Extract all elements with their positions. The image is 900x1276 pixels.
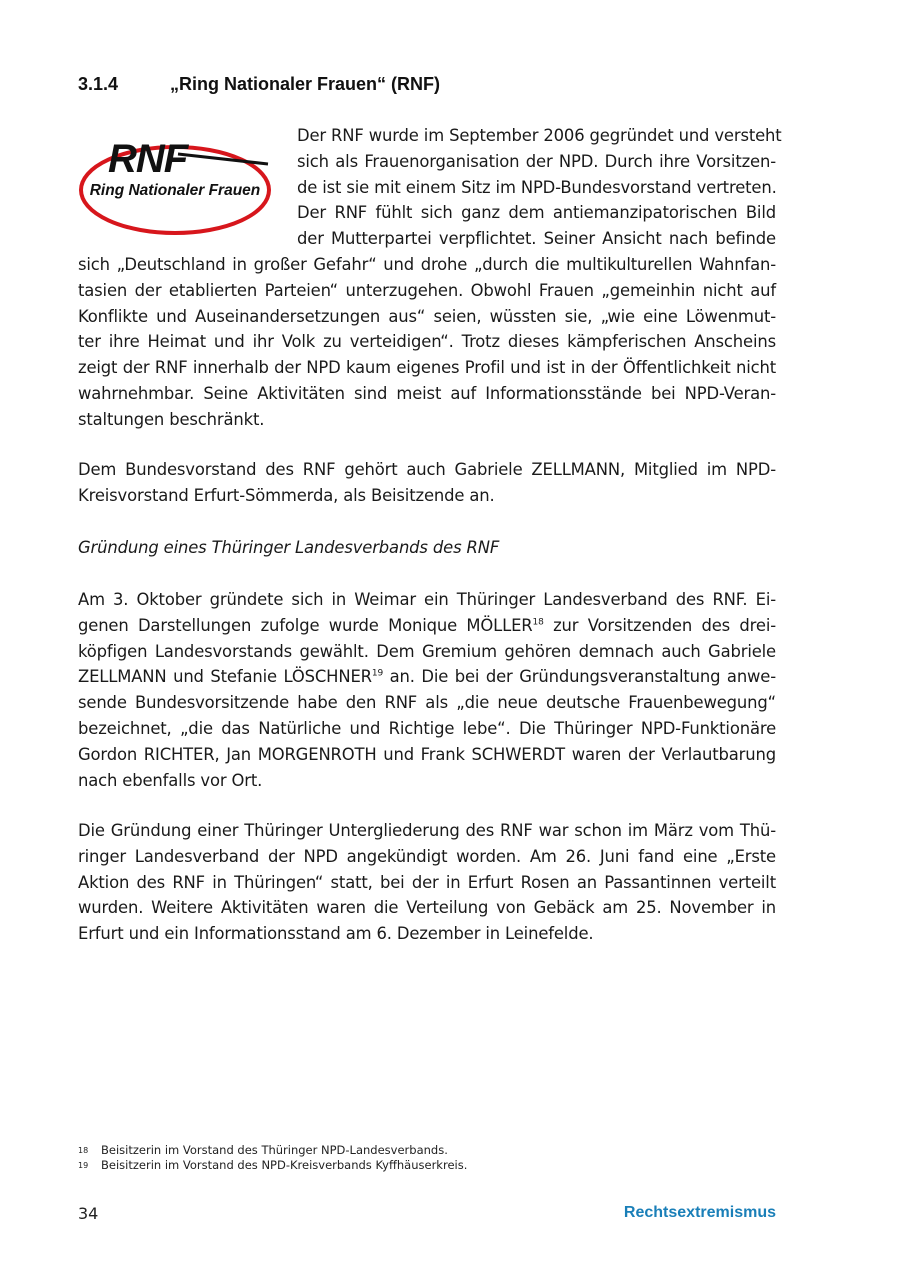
text-line: sich als Frauenorganisation der NPD. Durch ihre Vorsitzen- (297, 151, 776, 171)
footnote-18 (78, 1143, 776, 1158)
text-line: Erfurt und ein Informationsstand am 6. Dezember in Leinefelde. (78, 924, 594, 944)
footnote-number: 19 (78, 1161, 89, 1170)
text-line: genen Darstellungen zufolge wurde Monique MÖLLER$^{18}$ zur Vorsitzenden des drei- (78, 615, 776, 635)
text-line: Konflikte und Auseinandersetzungen aus“ seien, wüssten sie, „wie eine Löwenmut- (78, 306, 776, 326)
section-number: 3.1.4 (78, 74, 119, 94)
footnote-number: 18 (78, 1146, 89, 1155)
footnotes (78, 1143, 776, 1173)
text-line: zeigt der RNF innerhalb der NPD kaum eigenes Profil und ist in der Öffentlichkeit nicht (78, 358, 776, 378)
logo-abbr: RNF (108, 137, 188, 181)
text-line: nach ebenfalls vor Ort. (78, 770, 263, 790)
page-number: 34 (78, 1204, 99, 1223)
text-line: tasien der etablierten Parteien“ unterzugehen. Obwohl Frauen „gemeinhin nicht auf (78, 280, 776, 300)
text-line: Am 3. Oktober gründete sich in Weimar ein Thüringer Landesverband des RNF. Ei- (78, 590, 776, 609)
text-line: Aktion des RNF in Thüringen“ statt, bei der in Erfurt Rosen an Passantinnen verteilt (78, 872, 776, 892)
footnote-text: Beisitzerin im Vorstand des NPD-Kreisverbands Kyffhäuserkreis. (101, 1158, 468, 1172)
text-line: sende Bundesvorsitzende habe den RNF als „die neue deutsche Frauenbewegung“ (78, 693, 776, 713)
footnote-text: Beisitzerin im Vorstand des Thüringer NPD-Landesverbands. (101, 1143, 448, 1157)
text-line: de ist sie mit einem Sitz im NPD-Bundesvorstand vertreten. (297, 177, 777, 197)
text-line: Gordon RICHTER, Jan MORGENROTH und Frank SCHWERDT waren der Verlautbarung (78, 744, 776, 764)
footnote-19 (78, 1158, 776, 1173)
text-line: ter ihre Heimat und ihr Volk zu verteidigen“. Trotz dieses kämpferischen Anscheins (78, 332, 776, 352)
text-line: bezeichnet, „die das Natürliche und Richtige lebe“. Die Thüringer NPD-Funktionäre (78, 718, 776, 738)
paragraph-intro (78, 123, 782, 433)
paragraph-untergliederung (78, 818, 776, 947)
section-title: „Ring Nationaler Frauen“ (RNF) (170, 74, 441, 94)
text-line: ZELLMANN und Stefanie LÖSCHNER$^{19}$ an. Die bei der Gründungsveranstaltung anwe- (78, 667, 777, 687)
text-line: Die Gründung einer Thüringer Untergliederung des RNF war schon im März vom Thü- (78, 821, 776, 840)
footnote-ref-19: 19 (371, 668, 384, 679)
logo-name: Ring Nationaler Frauen (89, 182, 261, 199)
text-line: der Mutterpartei verpflichtet. Seiner Ansicht nach befinde (297, 229, 776, 249)
footnote-ref-18: 18 (532, 617, 544, 628)
text-line: Der RNF wurde im September 2006 gegründet und versteht (297, 126, 782, 145)
text-line: Dem Bundesvorstand des RNF gehört auch Gabriele ZELLMANN, Mitglied im NPD- (78, 460, 776, 479)
paragraph-bundesvorstand (78, 457, 776, 509)
text-line: Kreisvorstand Erfurt-Sömmerda, als Beisitzende an. (78, 485, 495, 505)
text-line: sich „Deutschland in großer Gefahr“ und drohe „durch die multikulturellen Wahnfan- (78, 254, 776, 274)
footer-title: Rechtsextremismus (623, 1204, 776, 1221)
text-line: ringer Landesverband der NPD angekündigt worden. Am 26. Juni fand eine „Erste (78, 846, 776, 866)
text-line: Der RNF fühlt sich ganz dem antiemanzipatorischen Bild (297, 203, 776, 223)
paragraph-gruendung (78, 587, 776, 793)
text-line: wahrnehmbar. Seine Aktivitäten sind meist auf Informationsstände bei NPD-Veran- (78, 383, 776, 403)
text-line: köpfigen Landesvorstands gewählt. Dem Gremium gehören demnach auch Gabriele (78, 641, 776, 661)
subheading: Gründung eines Thüringer Landesverbands des RNF (78, 538, 500, 557)
text-line: wurden. Weitere Aktivitäten waren die Verteilung von Gebäck am 25. November in (78, 898, 776, 918)
text-line: staltungen beschränkt. (78, 409, 265, 429)
section-heading (78, 74, 440, 95)
